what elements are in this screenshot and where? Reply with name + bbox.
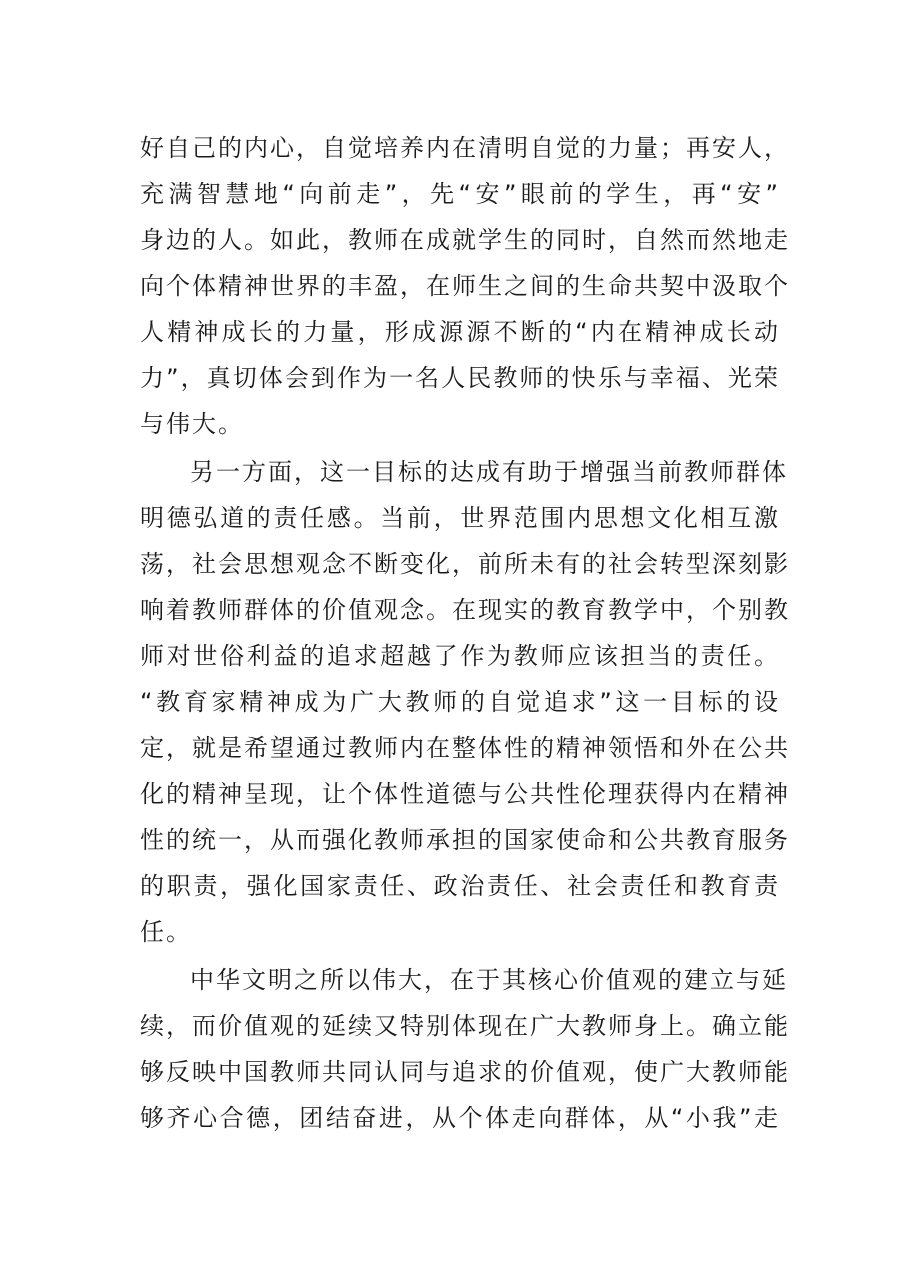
text-line: 好自己的内心，自觉培养内在清明自觉的力量；再安人， [140,134,790,162]
text-line: 向个体精神世界的丰盈，在师生之间的生命共契中汲取个 [140,272,790,300]
text-line: 够反映中国教师共同认同与追求的价值观，使广大教师能 [140,1058,790,1086]
text-line: 荡，社会思想观念不断变化，前所未有的社会转型深刻影 [140,550,790,578]
paragraph [140,125,790,447]
text-line: 力”，真切体会到作为一名人民教师的快乐与幸福、光荣 [140,364,780,392]
text-line: “教育家精神成为广大教师的自觉追求”这一目标的设 [140,688,780,716]
text-line: 够齐心合德，团结奋进，从个体走向群体，从“小我”走 [140,1104,780,1132]
text-line: 化的精神呈现，让个体性道德与公共性伦理获得内在精神 [140,780,790,808]
text-line: 另一方面，这一目标的达成有助于增强当前教师群体 [190,458,788,486]
paragraph [140,957,790,1141]
text-line: 身边的人。如此，教师在成就学生的同时，自然而然地走 [140,226,790,254]
text-line: 充满智慧地“向前走”，先“安”眼前的学生，再“安” [140,180,780,208]
text-line: 续，而价值观的延续又特别体现在广大教师身上。确立能 [140,1012,790,1040]
text-line: 与伟大。 [140,410,244,438]
text-line: 明德弘道的责任感。当前，世界范围内思想文化相互激 [140,504,780,532]
text-line: 定，就是希望通过教师内在整体性的精神领悟和外在公共 [140,734,790,762]
text-line: 的职责，强化国家责任、政治责任、社会责任和教育责 [140,872,780,900]
text-line: 中华文明之所以伟大，在于其核心价值观的建立与延 [190,966,788,994]
text-line: 人精神成长的力量，形成源源不断的“内在精神成长动 [140,318,780,346]
text-line: 响着教师群体的价值观念。在现实的教育教学中，个别教 [140,596,790,624]
text-line: 师对世俗利益的追求超越了作为教师应该担当的责任。 [140,642,780,670]
text-line: 任。 [140,918,192,946]
paragraph [140,449,790,955]
text-line: 性的统一，从而强化教师承担的国家使命和公共教育服务 [140,826,790,854]
document-body [140,125,790,1141]
